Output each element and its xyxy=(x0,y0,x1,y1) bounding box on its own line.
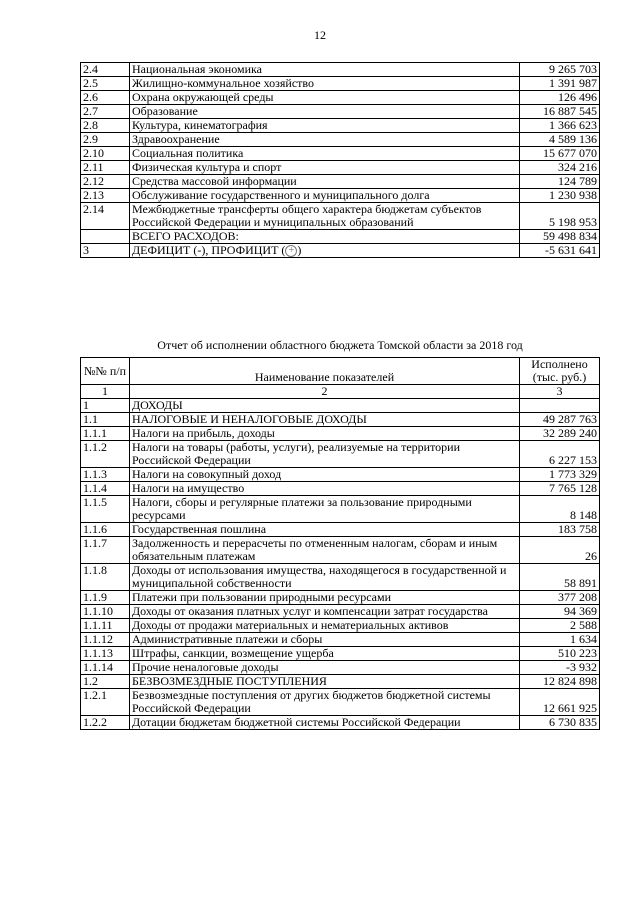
row-value: 12 824 898 xyxy=(520,675,600,689)
row-code: 1.1.12 xyxy=(81,633,130,647)
table-row xyxy=(81,63,600,77)
table-row xyxy=(81,482,600,496)
row-value: 6 227 153 xyxy=(520,441,600,468)
row-value xyxy=(520,399,600,413)
table-row xyxy=(81,133,600,147)
table-row xyxy=(81,523,600,537)
row-value: 12 661 925 xyxy=(520,689,600,716)
row-value: 1 230 938 xyxy=(520,189,600,203)
row-code: 1 xyxy=(81,399,130,413)
row-code: 1.1.13 xyxy=(81,647,130,661)
row-code: 2.7 xyxy=(81,105,130,119)
row-value: 183 758 xyxy=(520,523,600,537)
table-row xyxy=(81,147,600,161)
table-caption: Отчет об исполнении областного бюджета Томской области за 2018 год xyxy=(157,338,523,352)
column-number: 2 xyxy=(130,385,520,399)
row-value: 32 289 240 xyxy=(520,427,600,441)
table-row xyxy=(81,175,600,189)
table-row xyxy=(81,441,600,468)
row-name: Социальная политика xyxy=(130,147,520,161)
row-name: Физическая культура и спорт xyxy=(130,161,520,175)
row-value: 7 765 128 xyxy=(520,482,600,496)
row-name: Межбюджетные трансферты общего характера бюджетам субъектов Российской Федерации и муниципальных образований xyxy=(130,203,520,230)
table-row xyxy=(81,91,600,105)
row-code: 2.12 xyxy=(81,175,130,189)
row-value: 324 216 xyxy=(520,161,600,175)
table-row xyxy=(81,675,600,689)
row-value: 8 148 xyxy=(520,496,600,523)
row-value: 124 789 xyxy=(520,175,600,189)
total-row xyxy=(81,230,600,244)
row-code: 2.10 xyxy=(81,147,130,161)
plus-icon: + xyxy=(285,245,297,257)
column-number: 1 xyxy=(81,385,130,399)
row-name: Административные платежи и сборы xyxy=(130,633,520,647)
row-value: 4 589 136 xyxy=(520,133,600,147)
row-name: Здравоохранение xyxy=(130,133,520,147)
table-row xyxy=(81,161,600,175)
row-name: Налоги, сборы и регулярные платежи за пользование природными ресурсами xyxy=(130,496,520,523)
row-code: 1.1.5 xyxy=(81,496,130,523)
row-value: 2 588 xyxy=(520,619,600,633)
row-code: 1.1.10 xyxy=(81,605,130,619)
row-code: 1.1.11 xyxy=(81,619,130,633)
row-name: Образование xyxy=(130,105,520,119)
row-name: Безвозмездные поступления от других бюджетов бюджетной системы Российской Федерации xyxy=(130,689,520,716)
row-value: 1 391 987 xyxy=(520,77,600,91)
table-row xyxy=(81,203,600,230)
table-row xyxy=(81,427,600,441)
row-name: ДОХОДЫ xyxy=(130,399,520,413)
row-name: Культура, кинематография xyxy=(130,119,520,133)
row-name: Охрана окружающей среды xyxy=(130,91,520,105)
row-value: 1 634 xyxy=(520,633,600,647)
row-code: 2.6 xyxy=(81,91,130,105)
table-row xyxy=(81,605,600,619)
table-header-row xyxy=(81,358,600,385)
row-value: 1 366 623 xyxy=(520,119,600,133)
row-name: Обслуживание государственного и муниципального долга xyxy=(130,189,520,203)
row-value: 26 xyxy=(520,537,600,564)
page-number: 12 xyxy=(314,28,326,42)
row-code: 1.1 xyxy=(81,413,130,427)
row-name: Налоги на прибыль, доходы xyxy=(130,427,520,441)
table-row xyxy=(81,496,600,523)
budget-report-table xyxy=(80,357,600,730)
row-value: 6 730 835 xyxy=(520,716,600,730)
row-code: 1.1.2 xyxy=(81,441,130,468)
row-name: Налоги на совокупный доход xyxy=(130,468,520,482)
deficit-suffix: ) xyxy=(297,243,302,257)
table-row xyxy=(81,633,600,647)
row-value: 49 287 763 xyxy=(520,413,600,427)
table-row xyxy=(81,689,600,716)
row-code xyxy=(81,230,130,244)
column-number: 3 xyxy=(520,385,600,399)
row-name: Жилищно-коммунальное хозяйство xyxy=(130,77,520,91)
row-value: 15 677 070 xyxy=(520,147,600,161)
row-code: 1.1.3 xyxy=(81,468,130,482)
row-code: 2.5 xyxy=(81,77,130,91)
row-value: 16 887 545 xyxy=(520,105,600,119)
header-code: №№ п/п xyxy=(81,358,130,385)
row-value: -3 932 xyxy=(520,661,600,675)
header-name: Наименование показателей xyxy=(130,358,520,385)
table-row xyxy=(81,661,600,675)
row-name: Налоги на имущество xyxy=(130,482,520,496)
row-name: ВСЕГО РАСХОДОВ: xyxy=(130,230,520,244)
table-row xyxy=(81,468,600,482)
deficit-label: ДЕФИЦИТ (-), ПРОФИЦИТ ( xyxy=(132,243,286,257)
row-code: 1.1.9 xyxy=(81,591,130,605)
row-value: 58 891 xyxy=(520,564,600,591)
row-value: 126 496 xyxy=(520,91,600,105)
row-code: 2.13 xyxy=(81,189,130,203)
row-name: Штрафы, санкции, возмещение ущерба xyxy=(130,647,520,661)
table-row xyxy=(81,413,600,427)
row-name: Дотации бюджетам бюджетной системы Российской Федерации xyxy=(130,716,520,730)
row-value: 59 498 834 xyxy=(520,230,600,244)
deficit-row xyxy=(81,244,600,258)
expenses-table xyxy=(80,62,600,258)
row-name: Доходы от оказания платных услуг и компенсации затрат государства xyxy=(130,605,520,619)
row-value: 510 223 xyxy=(520,647,600,661)
row-name: Национальная экономика xyxy=(130,63,520,77)
row-name: НАЛОГОВЫЕ И НЕНАЛОГОВЫЕ ДОХОДЫ xyxy=(130,413,520,427)
table-row xyxy=(81,399,600,413)
table-row xyxy=(81,619,600,633)
row-code: 1.1.6 xyxy=(81,523,130,537)
row-name: Доходы от использования имущества, находящегося в государственной и муниципальной собственности xyxy=(130,564,520,591)
row-value: 9 265 703 xyxy=(520,63,600,77)
row-code: 2.14 xyxy=(81,203,130,230)
table-row xyxy=(81,591,600,605)
row-name: Средства массовой информации xyxy=(130,175,520,189)
row-code: 1.2.1 xyxy=(81,689,130,716)
row-name: Платежи при пользовании природными ресурсами xyxy=(130,591,520,605)
table-row xyxy=(81,564,600,591)
table-row xyxy=(81,537,600,564)
row-code: 1.1.8 xyxy=(81,564,130,591)
table-row xyxy=(81,105,600,119)
header-value: Исполнено (тыс. руб.) xyxy=(520,358,600,385)
table-row xyxy=(81,189,600,203)
table-row xyxy=(81,77,600,91)
table-row xyxy=(81,119,600,133)
row-value: 377 208 xyxy=(520,591,600,605)
row-code: 1.1.7 xyxy=(81,537,130,564)
row-name: Задолженность и перерасчеты по отмененным налогам, сборам и иным обязательным платежам xyxy=(130,537,520,564)
row-code: 1.2 xyxy=(81,675,130,689)
row-name: Налоги на товары (работы, услуги), реализуемые на территории Российской Федерации xyxy=(130,441,520,468)
row-code: 1.1.4 xyxy=(81,482,130,496)
row-name xyxy=(130,244,520,258)
column-numbers-row xyxy=(81,385,600,399)
table-row xyxy=(81,716,600,730)
row-code: 2.8 xyxy=(81,119,130,133)
row-code: 2.11 xyxy=(81,161,130,175)
row-name: Государственная пошлина xyxy=(130,523,520,537)
row-name: Прочие неналоговые доходы xyxy=(130,661,520,675)
row-name: Доходы от продажи материальных и нематериальных активов xyxy=(130,619,520,633)
row-value: 5 198 953 xyxy=(520,203,600,230)
row-value: -5 631 641 xyxy=(520,244,600,258)
row-value: 94 369 xyxy=(520,605,600,619)
row-value: 1 773 329 xyxy=(520,468,600,482)
row-code: 2.4 xyxy=(81,63,130,77)
row-code: 1.2.2 xyxy=(81,716,130,730)
row-code: 1.1.1 xyxy=(81,427,130,441)
table-row xyxy=(81,647,600,661)
row-code: 1.1.14 xyxy=(81,661,130,675)
row-code: 3 xyxy=(81,244,130,258)
row-code: 2.9 xyxy=(81,133,130,147)
row-name: БЕЗВОЗМЕЗДНЫЕ ПОСТУПЛЕНИЯ xyxy=(130,675,520,689)
